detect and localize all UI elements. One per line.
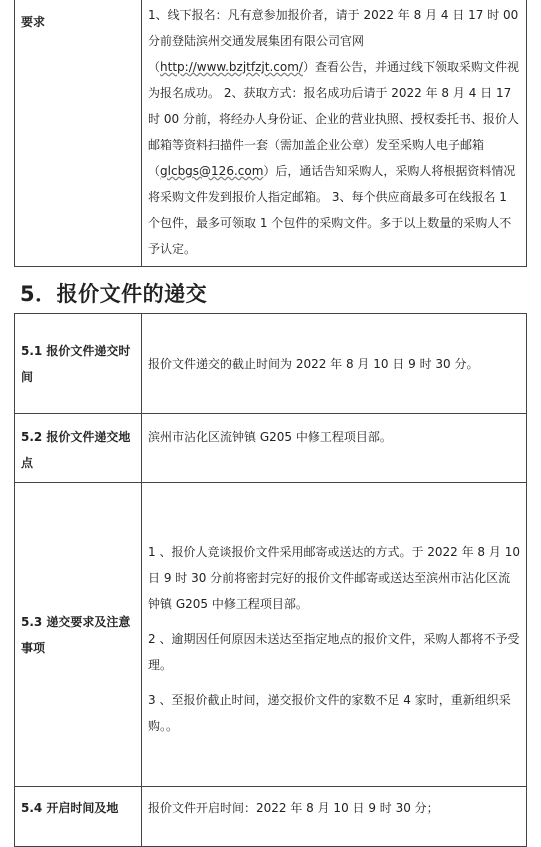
submission-table bbox=[14, 313, 527, 847]
row-content-5-1: 报价文件递交的截止时间为 2022 年 8 月 10 日 9 时 30 分。 bbox=[142, 314, 527, 414]
row-content-5-4: 报价文件开启时间：2022 年 8 月 10 日 9 时 30 分； bbox=[142, 787, 527, 847]
row-content-5-2: 滨州市沾化区流钟镇 G205 中修工程项目部。 bbox=[142, 414, 527, 483]
requirements-text-2: ）查看公告，并通过线下领取采购文件视为报名成功。 2、获取方式：报名成功后请于 2022 年 8 月 4 日 17 时 00 分前，将经办人身份证、企业的营业执照、授权委托书、报价人邮箱等资料扫描件一套（需加盖企业公章）发至采购人电子邮箱（ bbox=[148, 60, 519, 178]
table-row bbox=[15, 314, 527, 414]
requirements-text-1: 1、线下报名：凡有意参加报价者，请于 2022 年 8 月 4 日 17 时 00 分前登陆滨州交通发展集团有限公司官网（ bbox=[148, 8, 519, 74]
requirements-text-3: ）后，通话告知采购人，采购人将根据资料情况将采购文件发到报价人指定邮箱。 3、每个供应商最多可在线报名 1 个包件，最多可领取 1 个包件的采购文件。多于以上数量的采购人不予认定。 bbox=[148, 164, 516, 256]
row-label-5-4: 5.4 开启时间及地 bbox=[15, 787, 142, 847]
website-link[interactable]: http://www.bzjtfzjt.com/ bbox=[160, 60, 303, 74]
row-label-text: 要求 bbox=[21, 15, 46, 29]
row-content-5-3 bbox=[142, 483, 527, 787]
table-row bbox=[15, 414, 527, 483]
table-row bbox=[15, 483, 527, 787]
requirements-content bbox=[142, 0, 527, 267]
note-paragraph-2: 2 、逾期因任何原因未送达至指定地点的报价文件，采购人都将不予受理。 bbox=[148, 631, 520, 672]
table-row bbox=[15, 0, 527, 267]
table-row bbox=[15, 787, 527, 847]
row-label-5-2: 5.2 报价文件递交地点 bbox=[15, 414, 142, 483]
row-label-5-3: 5.3 递交要求及注意事项 bbox=[15, 483, 142, 787]
note-paragraph-3: 3 、至报价截止时间，递交报价文件的家数不足 4 家时，重新组织采购。。 bbox=[148, 692, 511, 733]
section-heading: 5．报价文件的递交 bbox=[20, 282, 208, 306]
note-paragraph-1: 1 、报价人竞谈报价文件采用邮寄或送达的方式。于 2022 年 8 月 10 日 9 时 30 分前将密封完好的报价文件邮寄或送达至滨州市沾化区流钟镇 G205 中修工程项目部。 bbox=[148, 544, 520, 611]
email-link[interactable]: glcbgs@126.com bbox=[160, 164, 264, 178]
row-label-5-1: 5.1 报价文件递交时间 bbox=[15, 314, 142, 414]
requirements-table bbox=[14, 0, 527, 267]
row-label-requirements bbox=[15, 0, 142, 267]
